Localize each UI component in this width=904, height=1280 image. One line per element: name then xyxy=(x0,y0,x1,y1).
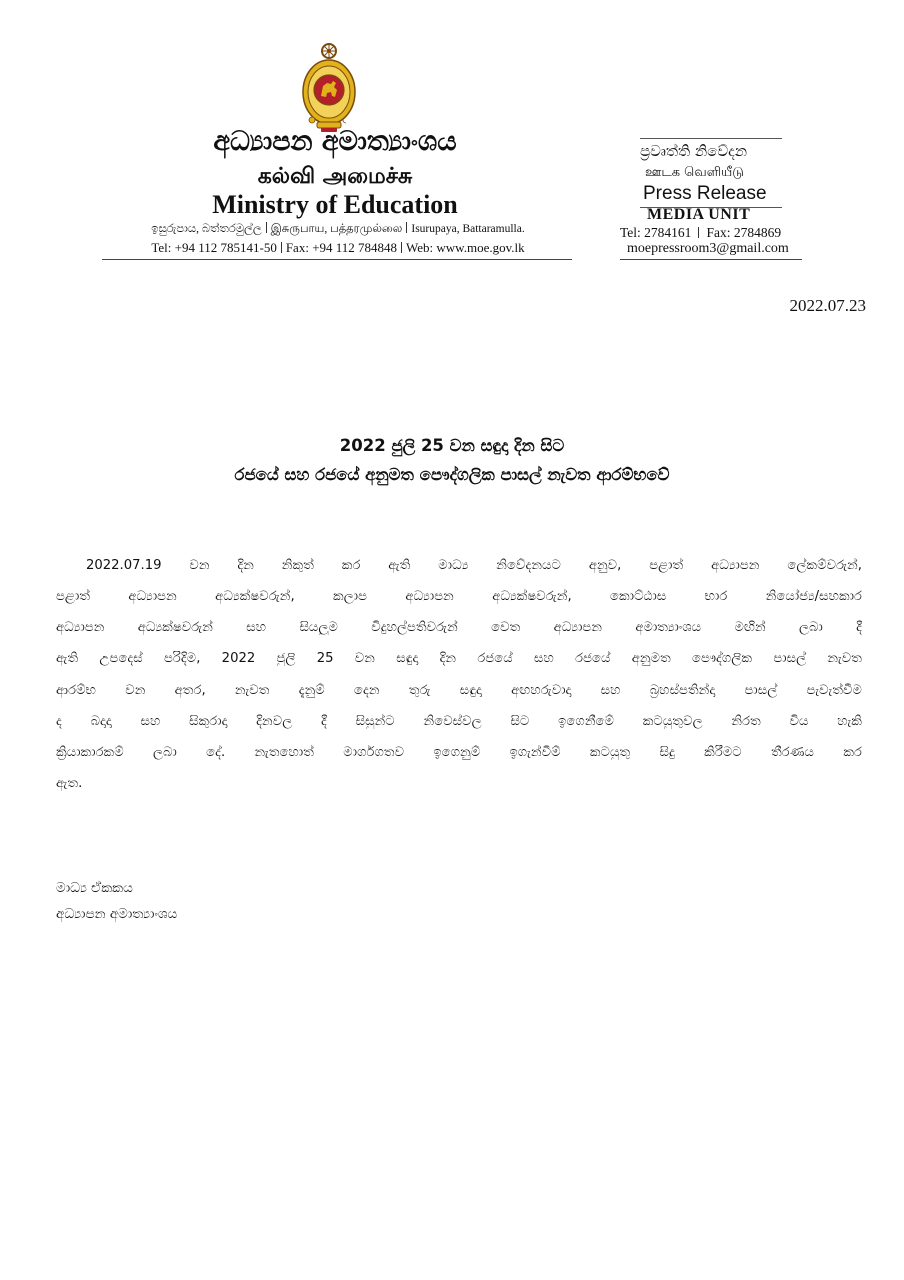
media-unit-label: MEDIA UNIT xyxy=(647,206,751,223)
media-unit-tel: Tel: 2784161 xyxy=(620,225,692,240)
ministry-contact xyxy=(98,240,578,256)
separator xyxy=(281,242,282,253)
ministry-name-sinhala: අධ්‍යාපන අමාත්‍යාංශය xyxy=(213,126,457,157)
media-unit-fax: Fax: 2784869 xyxy=(706,225,782,240)
media-unit-email: moepressroom3@gmail.com xyxy=(627,241,789,256)
emblem-icon xyxy=(300,42,358,134)
body-line: 2022.07.19 වන දින නිකුත් කර ඇති මාධ්‍ය නිවේදනයට අනුව, පළාත් අධ්‍යාපන ලේකම්වරුන්, xyxy=(86,558,862,573)
address-tamil: இசுருபாய, பத்தரமுல்லை xyxy=(270,223,403,235)
body-line: ඇති උපදෙස් පරිදිම, 2022 ජුලි 25 වන සඳුදා දින රජයේ සහ රජයේ අනුමත පෞද්ගලික පාසල් නැවත xyxy=(56,651,862,666)
separator xyxy=(698,227,699,238)
ministry-address xyxy=(98,222,578,237)
press-release-tamil: ஊடக வெளியீடு xyxy=(645,165,744,180)
contact-tel: Tel: +94 112 785141-50 xyxy=(151,240,277,255)
press-release-sinhala: ප්‍රවෘත්ති නිවේදන xyxy=(640,142,748,160)
body-line: පළාත් අධ්‍යාපන අධ්‍යක්ෂවරුන්, කලාප අධ්‍යාපන අධ්‍යක්ෂවරුන්, කොට්ඨාස භාර නියෝජ්‍ය/සහකාර xyxy=(56,589,862,604)
address-sinhala: ඉසුරුපාය, බත්තරමුල්ල xyxy=(151,223,262,235)
separator xyxy=(406,222,407,233)
title-line-1: 2022 ජුලි 25 වන සඳුදා දින සිට xyxy=(339,436,565,455)
press-box-rule-bottom xyxy=(620,259,802,260)
separator xyxy=(266,222,267,233)
ministry-name-english: Ministry of Education xyxy=(212,190,458,219)
contact-web: Web: www.moe.gov.lk xyxy=(406,240,525,255)
body-line: ක්‍රියාකාරකම් ලබා දේ. නැතහොත් මාර්ගගතව ඉගෙනුම් ඉගැන්වීම් කටයුතු සිදු කිරීමට තීරණය කර xyxy=(56,745,862,760)
body-line: ආරම්භ වන අතර, නැවත දැනුම් දෙන තුරු සඳුදා අඟහරුවාදා සහ බ්‍රහස්පතින්දා පාසල් පැවැත්වීම xyxy=(56,683,862,698)
media-unit-phone xyxy=(620,225,781,241)
press-box-rule-top xyxy=(640,138,782,139)
release-date: 2022.07.23 xyxy=(789,296,866,315)
ministry-name-tamil: கல்வி அமைச்சு xyxy=(257,163,413,189)
signature-unit: මාධ්‍ය ඒකකය xyxy=(56,880,133,896)
body-line: ඇත. xyxy=(56,776,83,791)
header-rule xyxy=(102,259,572,260)
body-line: අධ්‍යාපන අධ්‍යක්ෂවරුන් සහ සියලුම විදුහල්පතිවරුන් වෙත අධ්‍යාපන අමාත්‍යාංශය මඟින් ලබා දී xyxy=(56,620,862,635)
address-english: Isurupaya, Battaramulla. xyxy=(411,223,525,235)
title-line-2: රජයේ සහ රජයේ අනුමත පෞද්ගලික පාසල් නැවත ආරම්භවේ xyxy=(234,465,670,484)
press-release-english: Press Release xyxy=(643,183,767,204)
contact-fax: Fax: +94 112 784848 xyxy=(285,240,398,255)
separator xyxy=(401,242,402,253)
body-line: ද බදාදා සහ සිකුරාදා දිනවල දී සිසුන්ට නිවෙස්වල සිට ඉගෙනීමේ කටයුතුවල නිරත විය හැකි xyxy=(56,714,862,729)
signature-ministry: අධ්‍යාපන අමාත්‍යාංශය xyxy=(56,906,178,922)
